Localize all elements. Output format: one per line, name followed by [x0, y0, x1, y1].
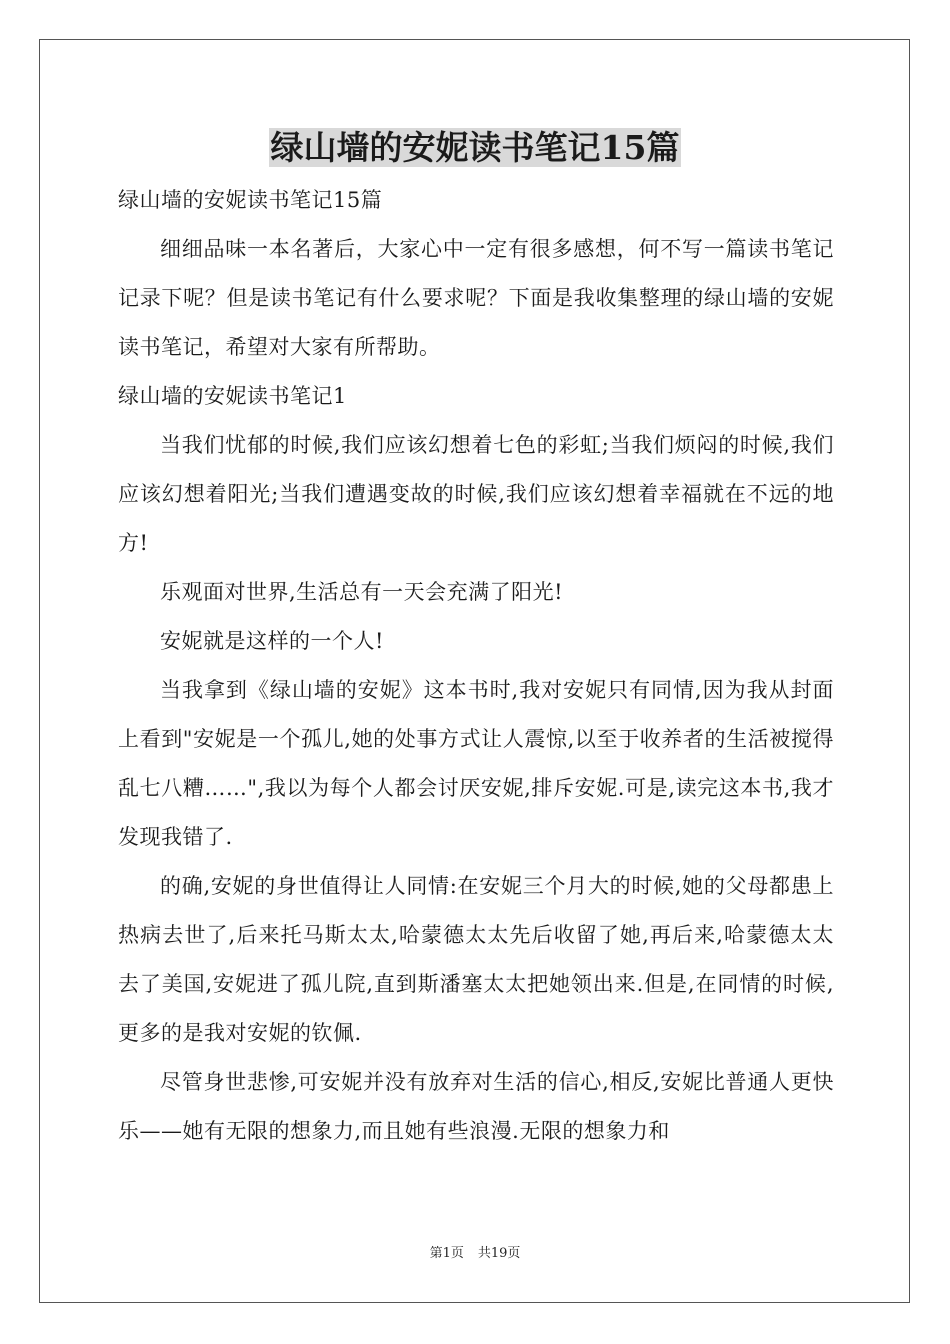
- paragraph: 当我们忧郁的时候,我们应该幻想着七色的彩虹;当我们烦闷的时候,我们应该幻想着阳光;当我们遭遇变故的时候,我们应该幻想着幸福就在不远的地方!: [118, 433, 834, 555]
- paragraph: 乐观面对世界,生活总有一天会充满了阳光!: [160, 580, 564, 604]
- page-total: 共19页: [477, 1246, 521, 1261]
- document-title: [0, 123, 950, 173]
- page-number: 第1页: [429, 1246, 464, 1261]
- paragraph: 当我拿到《绿山墙的安妮》这本书时,我对安妮只有同情,因为我从封面上看到"安妮是一个孤儿,她的处事方式让人震惊,以至于收养者的生活被搅得乱七八糟……",我以为每个人都会讨厌安妮,排斥安妮.可是,读完这本书,我才发现我错了.: [118, 678, 834, 849]
- section-heading: 绿山墙的安妮读书笔记15篇: [118, 188, 383, 212]
- section-heading: 绿山墙的安妮读书笔记1: [118, 384, 347, 408]
- page-footer: [0, 1244, 950, 1264]
- document-title-text: 绿山墙的安妮读书笔记15篇: [270, 128, 680, 167]
- paragraph: 安妮就是这样的一个人!: [160, 629, 384, 653]
- paragraph: 尽管身世悲惨,可安妮并没有放弃对生活的信心,相反,安妮比普通人更快乐——她有无限的想象力,而且她有些浪漫.无限的想象力和: [118, 1070, 834, 1143]
- document-body: [118, 176, 834, 1156]
- paragraph: 细细品味一本名著后，大家心中一定有很多感想，何不写一篇读书笔记记录下呢？但是读书笔记有什么要求呢？下面是我收集整理的绿山墙的安妮读书笔记，希望对大家有所帮助。: [118, 237, 834, 359]
- paragraph: 的确,安妮的身世值得让人同情:在安妮三个月大的时候,她的父母都患上热病去世了,后来托马斯太太,哈蒙德太太先后收留了她,再后来,哈蒙德太太去了美国,安妮进了孤儿院,直到斯潘塞太太把她领出来.但是,在同情的时候,更多的是我对安妮的钦佩.: [118, 874, 834, 1045]
